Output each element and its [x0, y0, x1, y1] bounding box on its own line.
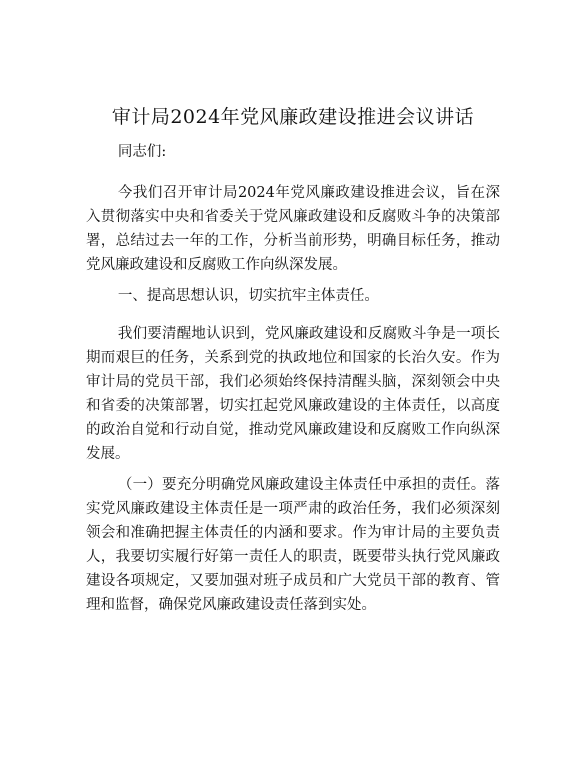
document-body	[86, 140, 500, 624]
paragraph-subsection-1: （一）要充分明确党风廉政建设主体责任中承担的责任。落实党风廉政建设主体责任是一项严肃的政治任务，我们必须深刻领会和准确把握主体责任的内涵和要求。作为审计局的主要负责人，我要切实履行好第一责任人的职责，既要带头执行党风廉政建设各项规定，又要加强对班子成员和广大党员干部的教育、管理和监督，确保党风廉政建设责任落到实处。	[86, 477, 500, 613]
paragraph-intro: 今我们召开审计局2024年党风廉政建设推进会议，旨在深入贯彻落实中央和省委关于党风廉政建设和反腐败斗争的决策部署，总结过去一年的工作，分析当前形势，明确目标任务，推动党风廉政建设和反腐败工作向纵深发展。	[86, 185, 500, 273]
document-title: 审计局2024年党风廉政建设推进会议讲话	[111, 106, 475, 128]
section-heading-1: 一、提高思想认识，切实抗牢主体责任。	[117, 288, 379, 304]
paragraph-section-1: 我们要清醒地认识到，党风廉政建设和反腐败斗争是一项长期而艰巨的任务，关系到党的执政地位和国家的长治久安。作为审计局的党员干部，我们必须始终保持清醒头脑，深刻领会中央和省委的决策部署，切实扛起党风廉政建设的主体责任，以高度的政治自觉和行动自觉，推动党风廉政建设和反腐败工作向纵深发展。	[86, 326, 500, 462]
greeting: 同志们:	[117, 144, 167, 160]
